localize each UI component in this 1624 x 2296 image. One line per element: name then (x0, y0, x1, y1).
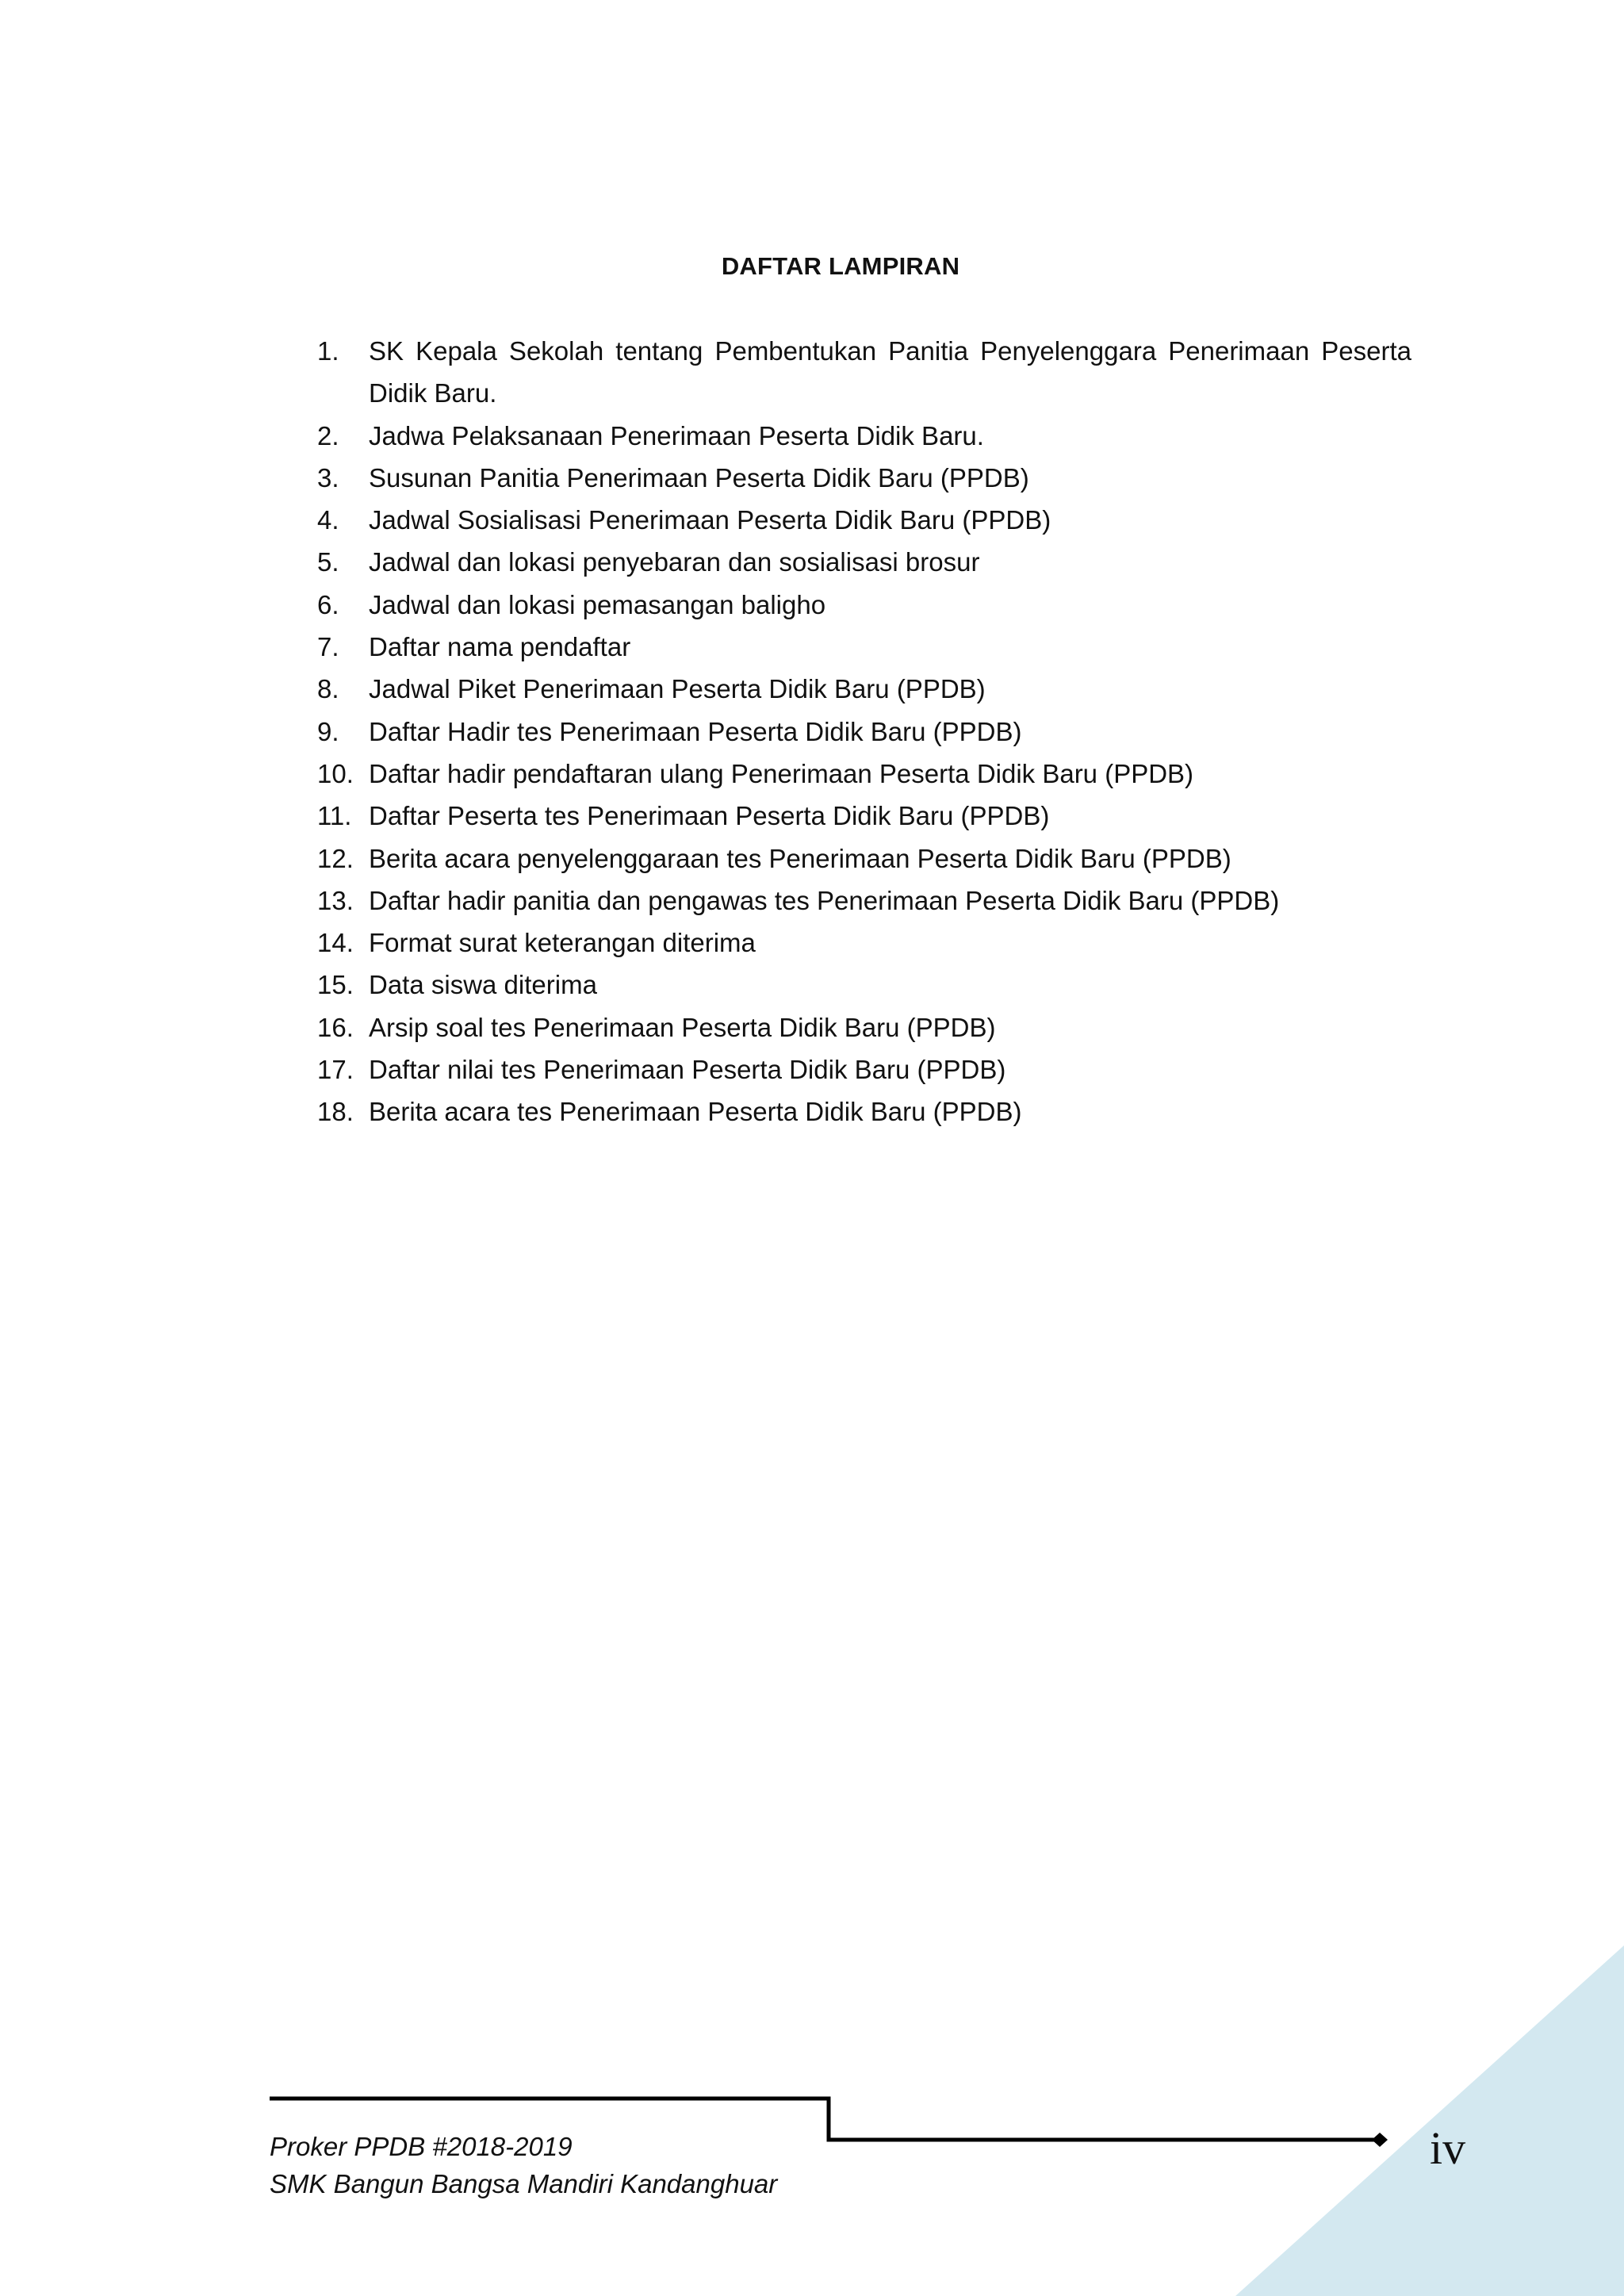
list-item-text: SK Kepala Sekolah tentang Pembentukan Panitia Penyelenggara Penerimaan Peserta Didik Baru. (369, 336, 1411, 408)
list-item-number: 9. (317, 716, 339, 746)
list-item (317, 626, 1411, 668)
list-item-number: 13. (317, 885, 354, 915)
list-item (317, 1091, 1411, 1133)
corner-triangle (1235, 1945, 1624, 2296)
list-item-text: Daftar nilai tes Penerimaan Peserta Didik Baru (PPDB) (369, 1055, 1006, 1085)
list-item (317, 753, 1411, 795)
page-title: DAFTAR LAMPIRAN (721, 252, 960, 280)
list-item-number: 15. (317, 970, 354, 1000)
list-item (317, 795, 1411, 837)
list-item-number: 8. (317, 674, 339, 704)
list-item (317, 711, 1411, 753)
list-item-number: 16. (317, 1012, 354, 1042)
list-item-text: Berita acara tes Penerimaan Peserta Didik Baru (PPDB) (369, 1097, 1022, 1127)
list-item (317, 541, 1411, 583)
list-item (317, 838, 1411, 880)
list-item-text: Jadwal Sosialisasi Penerimaan Peserta Didik Baru (PPDB) (369, 505, 1051, 535)
list-item (317, 330, 1411, 415)
list-item (317, 922, 1411, 964)
list-item (317, 457, 1411, 499)
list-item-text: Format surat keterangan diterima (369, 928, 756, 958)
list-item-number: 14. (317, 928, 354, 958)
lampiran-list (317, 330, 1411, 1133)
list-item-text: Jadwa Pelaksanaan Penerimaan Peserta Didik Baru. (369, 420, 984, 450)
list-item-number: 10. (317, 758, 354, 788)
list-item-number: 5. (317, 547, 339, 577)
list-item (317, 1048, 1411, 1091)
list-item-number: 2. (317, 420, 339, 450)
list-item-number: 4. (317, 505, 339, 535)
list-item-text: Susunan Panitia Penerimaan Peserta Didik Baru (PPDB) (369, 462, 1029, 493)
footer-program-label: Proker PPDB #2018-2019 (270, 2132, 573, 2161)
list-item-text: Daftar Peserta tes Penerimaan Peserta Didik Baru (PPDB) (369, 801, 1050, 831)
list-item-text: Berita acara penyelenggaraan tes Penerimaan Peserta Didik Baru (PPDB) (369, 843, 1231, 873)
list-item-number: 1. (317, 336, 339, 366)
list-item (317, 584, 1411, 626)
list-item-number: 17. (317, 1055, 354, 1085)
list-item-text: Jadwal dan lokasi pemasangan baligho (369, 589, 826, 619)
list-item (317, 880, 1411, 922)
list-item (317, 499, 1411, 541)
list-item (317, 1006, 1411, 1048)
list-item (317, 964, 1411, 1006)
list-item-number: 3. (317, 462, 339, 493)
list-item (317, 668, 1411, 710)
list-item-text: Arsip soal tes Penerimaan Peserta Didik Baru (PPDB) (369, 1012, 996, 1042)
list-item (317, 415, 1411, 457)
footer-school-name: SMK Bangun Bangsa Mandiri Kandanghuar (270, 2169, 778, 2198)
list-item-text: Daftar hadir panitia dan pengawas tes Penerimaan Peserta Didik Baru (PPDB) (369, 885, 1280, 915)
list-item-number: 12. (317, 843, 354, 873)
list-item-text: Daftar hadir pendaftaran ulang Penerimaan Peserta Didik Baru (PPDB) (369, 758, 1194, 788)
list-item-text: Jadwal dan lokasi penyebaran dan sosialisasi brosur (369, 547, 980, 577)
list-item-text: Daftar nama pendaftar (369, 632, 631, 662)
list-item-text: Data siswa diterima (369, 970, 597, 1000)
corner-triangle-decoration (1235, 1945, 1624, 2296)
list-item-number: 18. (317, 1097, 354, 1127)
page-number: iv (1430, 2122, 1466, 2174)
list-item-number: 11. (317, 801, 352, 831)
list-item-text: Daftar Hadir tes Penerimaan Peserta Didik Baru (PPDB) (369, 716, 1022, 746)
list-item-number: 7. (317, 632, 339, 662)
list-item-text: Jadwal Piket Penerimaan Peserta Didik Baru (PPDB) (369, 674, 986, 704)
list-item-number: 6. (317, 589, 339, 619)
